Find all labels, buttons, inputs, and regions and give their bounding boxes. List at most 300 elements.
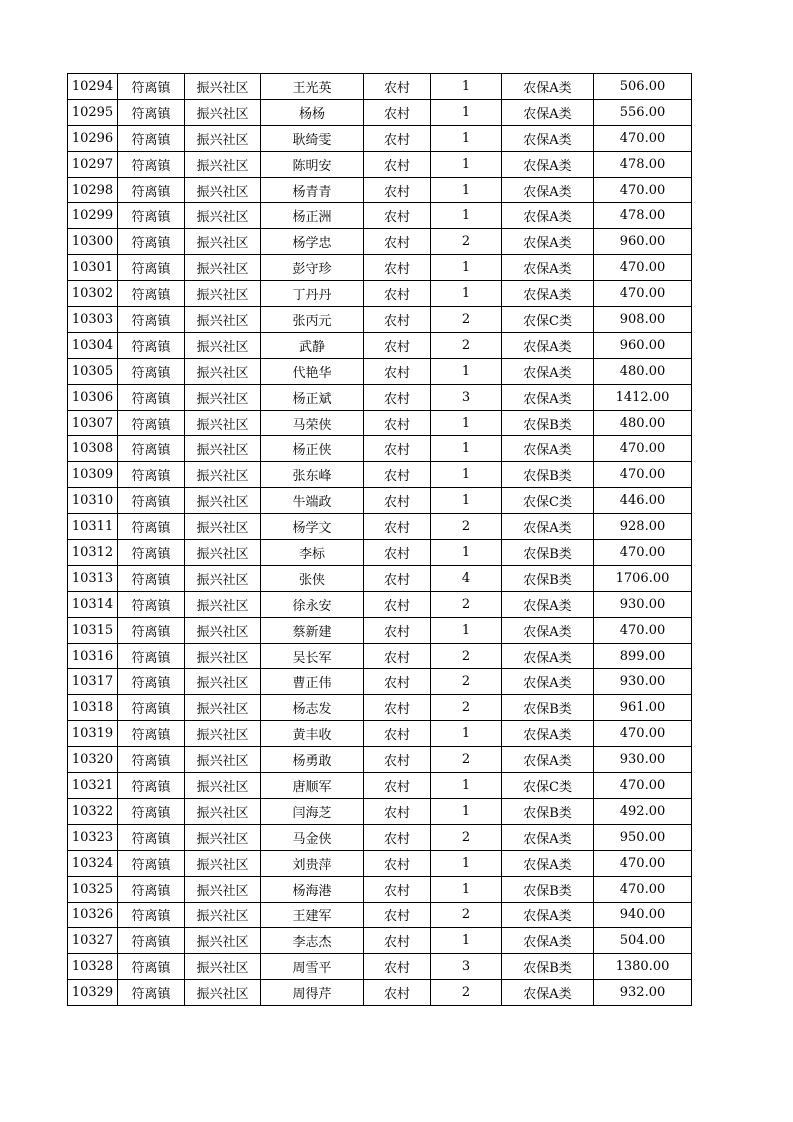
record-no-cell: 10320 [68,747,118,773]
name-cell: 唐顺军 [261,773,364,799]
amount-cell: 961.00 [594,695,692,721]
community-cell: 振兴社区 [185,540,261,566]
member-count-cell: 1 [431,203,502,229]
community-cell: 振兴社区 [185,203,261,229]
record-no-cell: 10328 [68,954,118,980]
name-cell: 杨学忠 [261,229,364,255]
community-cell: 振兴社区 [185,747,261,773]
category-cell: 农保A类 [502,125,594,151]
table-row [68,281,692,307]
town-cell: 符离镇 [118,773,185,799]
amount-cell: 506.00 [594,74,692,100]
community-cell: 振兴社区 [185,307,261,333]
household-type-cell: 农村 [364,928,431,954]
town-cell: 符离镇 [118,229,185,255]
town-cell: 符离镇 [118,824,185,850]
record-no-cell: 10329 [68,980,118,1006]
member-count-cell: 2 [431,332,502,358]
amount-cell: 504.00 [594,928,692,954]
table-row [68,307,692,333]
member-count-cell: 4 [431,565,502,591]
household-type-cell: 农村 [364,74,431,100]
category-cell: 农保B类 [502,540,594,566]
member-count-cell: 2 [431,307,502,333]
table-row [68,151,692,177]
amount-cell: 478.00 [594,151,692,177]
household-type-cell: 农村 [364,721,431,747]
town-cell: 符离镇 [118,358,185,384]
town-cell: 符离镇 [118,669,185,695]
amount-cell: 1380.00 [594,954,692,980]
town-cell: 符离镇 [118,281,185,307]
name-cell: 马金侠 [261,824,364,850]
record-no-cell: 10313 [68,565,118,591]
table-row [68,125,692,151]
community-cell: 振兴社区 [185,74,261,100]
member-count-cell: 2 [431,669,502,695]
table-row [68,332,692,358]
member-count-cell: 1 [431,410,502,436]
community-cell: 振兴社区 [185,850,261,876]
name-cell: 张东峰 [261,462,364,488]
category-cell: 农保B类 [502,798,594,824]
community-cell: 振兴社区 [185,643,261,669]
household-type-cell: 农村 [364,99,431,125]
town-cell: 符离镇 [118,902,185,928]
community-cell: 振兴社区 [185,151,261,177]
member-count-cell: 2 [431,591,502,617]
household-type-cell: 农村 [364,773,431,799]
amount-cell: 1412.00 [594,384,692,410]
record-no-cell: 10302 [68,281,118,307]
table-row [68,177,692,203]
community-cell: 振兴社区 [185,488,261,514]
household-type-cell: 农村 [364,980,431,1006]
community-cell: 振兴社区 [185,591,261,617]
name-cell: 牛端政 [261,488,364,514]
category-cell: 农保A类 [502,850,594,876]
member-count-cell: 1 [431,540,502,566]
table-row [68,74,692,100]
town-cell: 符离镇 [118,410,185,436]
town-cell: 符离镇 [118,203,185,229]
category-cell: 农保A类 [502,151,594,177]
community-cell: 振兴社区 [185,928,261,954]
record-no-cell: 10299 [68,203,118,229]
amount-cell: 470.00 [594,281,692,307]
member-count-cell: 1 [431,773,502,799]
record-no-cell: 10322 [68,798,118,824]
table-row [68,229,692,255]
table-row [68,850,692,876]
community-cell: 振兴社区 [185,954,261,980]
table-row [68,565,692,591]
member-count-cell: 2 [431,514,502,540]
table-row [68,980,692,1006]
community-cell: 振兴社区 [185,177,261,203]
community-cell: 振兴社区 [185,229,261,255]
town-cell: 符离镇 [118,488,185,514]
table-row [68,954,692,980]
record-no-cell: 10314 [68,591,118,617]
household-type-cell: 农村 [364,203,431,229]
household-type-cell: 农村 [364,876,431,902]
category-cell: 农保A类 [502,255,594,281]
member-count-cell: 1 [431,151,502,177]
category-cell: 农保A类 [502,824,594,850]
table-row [68,410,692,436]
name-cell: 张侠 [261,565,364,591]
member-count-cell: 1 [431,876,502,902]
amount-cell: 950.00 [594,824,692,850]
town-cell: 符离镇 [118,436,185,462]
name-cell: 杨杨 [261,99,364,125]
table-row [68,591,692,617]
community-cell: 振兴社区 [185,695,261,721]
town-cell: 符离镇 [118,954,185,980]
household-type-cell: 农村 [364,151,431,177]
amount-cell: 940.00 [594,902,692,928]
amount-cell: 908.00 [594,307,692,333]
town-cell: 符离镇 [118,462,185,488]
community-cell: 振兴社区 [185,281,261,307]
household-type-cell: 农村 [364,410,431,436]
name-cell: 陈明安 [261,151,364,177]
town-cell: 符离镇 [118,747,185,773]
community-cell: 振兴社区 [185,125,261,151]
table-row [68,540,692,566]
household-type-cell: 农村 [364,850,431,876]
category-cell: 农保A类 [502,643,594,669]
community-cell: 振兴社区 [185,980,261,1006]
table-row [68,514,692,540]
town-cell: 符离镇 [118,643,185,669]
amount-cell: 470.00 [594,617,692,643]
amount-cell: 470.00 [594,125,692,151]
member-count-cell: 1 [431,488,502,514]
table-row [68,669,692,695]
category-cell: 农保A类 [502,332,594,358]
member-count-cell: 2 [431,643,502,669]
record-no-cell: 10300 [68,229,118,255]
name-cell: 王建军 [261,902,364,928]
category-cell: 农保A类 [502,721,594,747]
table-row [68,99,692,125]
amount-cell: 932.00 [594,980,692,1006]
community-cell: 振兴社区 [185,255,261,281]
amount-cell: 556.00 [594,99,692,125]
record-no-cell: 10312 [68,540,118,566]
table-row [68,824,692,850]
category-cell: 农保C类 [502,307,594,333]
member-count-cell: 1 [431,928,502,954]
household-type-cell: 农村 [364,281,431,307]
category-cell: 农保A类 [502,747,594,773]
category-cell: 农保A类 [502,980,594,1006]
town-cell: 符离镇 [118,151,185,177]
household-type-cell: 农村 [364,902,431,928]
name-cell: 李标 [261,540,364,566]
amount-cell: 930.00 [594,591,692,617]
amount-cell: 470.00 [594,540,692,566]
member-count-cell: 3 [431,384,502,410]
town-cell: 符离镇 [118,798,185,824]
town-cell: 符离镇 [118,617,185,643]
community-cell: 振兴社区 [185,824,261,850]
table-row [68,488,692,514]
record-no-cell: 10310 [68,488,118,514]
community-cell: 振兴社区 [185,773,261,799]
category-cell: 农保A类 [502,177,594,203]
category-cell: 农保C类 [502,488,594,514]
name-cell: 耿绮雯 [261,125,364,151]
table-row [68,902,692,928]
category-cell: 农保C类 [502,773,594,799]
town-cell: 符离镇 [118,99,185,125]
table-row [68,358,692,384]
name-cell: 刘贵萍 [261,850,364,876]
town-cell: 符离镇 [118,307,185,333]
category-cell: 农保A类 [502,436,594,462]
household-type-cell: 农村 [364,798,431,824]
amount-cell: 470.00 [594,876,692,902]
town-cell: 符离镇 [118,591,185,617]
community-cell: 振兴社区 [185,617,261,643]
town-cell: 符离镇 [118,695,185,721]
amount-cell: 470.00 [594,436,692,462]
household-type-cell: 农村 [364,384,431,410]
category-cell: 农保A类 [502,384,594,410]
category-cell: 农保B类 [502,876,594,902]
table-row [68,617,692,643]
town-cell: 符离镇 [118,177,185,203]
table-row [68,773,692,799]
town-cell: 符离镇 [118,876,185,902]
table-row [68,798,692,824]
amount-cell: 930.00 [594,747,692,773]
table-row [68,721,692,747]
community-cell: 振兴社区 [185,876,261,902]
town-cell: 符离镇 [118,514,185,540]
town-cell: 符离镇 [118,540,185,566]
member-count-cell: 2 [431,902,502,928]
community-cell: 振兴社区 [185,669,261,695]
name-cell: 徐永安 [261,591,364,617]
household-type-cell: 农村 [364,125,431,151]
name-cell: 吴长军 [261,643,364,669]
amount-cell: 478.00 [594,203,692,229]
record-no-cell: 10304 [68,332,118,358]
record-no-cell: 10324 [68,850,118,876]
member-count-cell: 2 [431,695,502,721]
record-no-cell: 10294 [68,74,118,100]
table-row [68,747,692,773]
household-type-cell: 农村 [364,954,431,980]
amount-cell: 470.00 [594,721,692,747]
record-no-cell: 10315 [68,617,118,643]
community-cell: 振兴社区 [185,332,261,358]
household-type-cell: 农村 [364,358,431,384]
record-no-cell: 10311 [68,514,118,540]
town-cell: 符离镇 [118,125,185,151]
category-cell: 农保A类 [502,669,594,695]
household-type-cell: 农村 [364,643,431,669]
amount-cell: 470.00 [594,177,692,203]
record-no-cell: 10308 [68,436,118,462]
community-cell: 振兴社区 [185,902,261,928]
amount-cell: 492.00 [594,798,692,824]
member-count-cell: 2 [431,980,502,1006]
member-count-cell: 1 [431,462,502,488]
member-count-cell: 1 [431,436,502,462]
name-cell: 王光英 [261,74,364,100]
household-type-cell: 农村 [364,514,431,540]
name-cell: 杨正侠 [261,436,364,462]
category-cell: 农保A类 [502,99,594,125]
category-cell: 农保B类 [502,695,594,721]
name-cell: 周雪平 [261,954,364,980]
table-row [68,643,692,669]
household-type-cell: 农村 [364,462,431,488]
household-type-cell: 农村 [364,695,431,721]
table-row [68,462,692,488]
record-no-cell: 10297 [68,151,118,177]
household-type-cell: 农村 [364,255,431,281]
name-cell: 杨正斌 [261,384,364,410]
name-cell: 杨学文 [261,514,364,540]
name-cell: 周得芹 [261,980,364,1006]
household-type-cell: 农村 [364,307,431,333]
household-type-cell: 农村 [364,747,431,773]
record-no-cell: 10325 [68,876,118,902]
town-cell: 符离镇 [118,332,185,358]
member-count-cell: 1 [431,74,502,100]
community-cell: 振兴社区 [185,565,261,591]
community-cell: 振兴社区 [185,384,261,410]
community-cell: 振兴社区 [185,436,261,462]
category-cell: 农保A类 [502,281,594,307]
table-row [68,928,692,954]
name-cell: 闫海芝 [261,798,364,824]
amount-cell: 446.00 [594,488,692,514]
name-cell: 马荣侠 [261,410,364,436]
household-type-cell: 农村 [364,488,431,514]
member-count-cell: 3 [431,954,502,980]
category-cell: 农保A类 [502,514,594,540]
community-cell: 振兴社区 [185,99,261,125]
amount-cell: 960.00 [594,229,692,255]
household-type-cell: 农村 [364,332,431,358]
category-cell: 农保A类 [502,203,594,229]
amount-cell: 470.00 [594,850,692,876]
town-cell: 符离镇 [118,255,185,281]
name-cell: 李志杰 [261,928,364,954]
category-cell: 农保A类 [502,229,594,255]
town-cell: 符离镇 [118,74,185,100]
name-cell: 张丙元 [261,307,364,333]
record-no-cell: 10298 [68,177,118,203]
name-cell: 蔡新建 [261,617,364,643]
amount-cell: 899.00 [594,643,692,669]
amount-cell: 470.00 [594,462,692,488]
community-cell: 振兴社区 [185,514,261,540]
member-count-cell: 1 [431,358,502,384]
category-cell: 农保A类 [502,358,594,384]
amount-cell: 470.00 [594,773,692,799]
member-count-cell: 1 [431,850,502,876]
town-cell: 符离镇 [118,980,185,1006]
town-cell: 符离镇 [118,384,185,410]
name-cell: 杨海港 [261,876,364,902]
name-cell: 杨正洲 [261,203,364,229]
data-table [67,73,692,1006]
record-no-cell: 10306 [68,384,118,410]
community-cell: 振兴社区 [185,410,261,436]
table-row [68,695,692,721]
name-cell: 武静 [261,332,364,358]
record-no-cell: 10318 [68,695,118,721]
town-cell: 符离镇 [118,721,185,747]
member-count-cell: 2 [431,747,502,773]
member-count-cell: 1 [431,721,502,747]
member-count-cell: 1 [431,798,502,824]
community-cell: 振兴社区 [185,462,261,488]
name-cell: 杨勇敢 [261,747,364,773]
record-no-cell: 10326 [68,902,118,928]
category-cell: 农保A类 [502,591,594,617]
name-cell: 彭守珍 [261,255,364,281]
record-no-cell: 10321 [68,773,118,799]
record-no-cell: 10319 [68,721,118,747]
name-cell: 曹正伟 [261,669,364,695]
amount-cell: 480.00 [594,410,692,436]
member-count-cell: 1 [431,617,502,643]
household-type-cell: 农村 [364,669,431,695]
record-no-cell: 10296 [68,125,118,151]
member-count-cell: 1 [431,255,502,281]
category-cell: 农保B类 [502,954,594,980]
member-count-cell: 1 [431,99,502,125]
name-cell: 杨青青 [261,177,364,203]
record-no-cell: 10323 [68,824,118,850]
record-no-cell: 10295 [68,99,118,125]
category-cell: 农保A类 [502,928,594,954]
category-cell: 农保A类 [502,902,594,928]
table-row [68,203,692,229]
member-count-cell: 1 [431,177,502,203]
name-cell: 黄丰收 [261,721,364,747]
amount-cell: 1706.00 [594,565,692,591]
community-cell: 振兴社区 [185,358,261,384]
community-cell: 振兴社区 [185,798,261,824]
table-row [68,876,692,902]
household-type-cell: 农村 [364,540,431,566]
amount-cell: 480.00 [594,358,692,384]
category-cell: 农保B类 [502,410,594,436]
household-type-cell: 农村 [364,591,431,617]
category-cell: 农保B类 [502,462,594,488]
household-type-cell: 农村 [364,177,431,203]
record-no-cell: 10316 [68,643,118,669]
household-type-cell: 农村 [364,617,431,643]
record-no-cell: 10303 [68,307,118,333]
amount-cell: 930.00 [594,669,692,695]
table-row [68,255,692,281]
member-count-cell: 1 [431,125,502,151]
amount-cell: 928.00 [594,514,692,540]
table-row [68,384,692,410]
name-cell: 丁丹丹 [261,281,364,307]
